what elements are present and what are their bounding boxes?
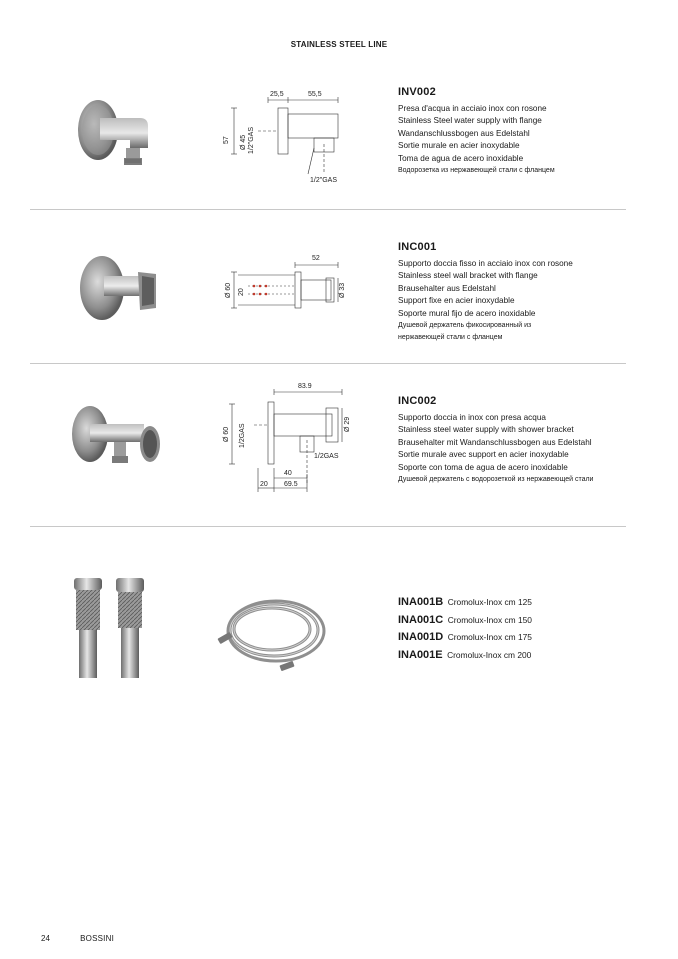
description-line-ru-2: нержавеющей стали с фланцем: [398, 334, 503, 342]
page-title: STAINLESS STEEL LINE: [290, 40, 388, 49]
description-line-en: Stainless steel wall bracket with flange: [398, 271, 538, 281]
inv002-description: [398, 86, 648, 177]
inc002-technical-drawing: [218, 380, 368, 498]
coiled-hose-photo: [214, 585, 329, 680]
inc002-product-photo: [66, 400, 166, 480]
list-item: [398, 592, 532, 610]
inc002-dim-6: 40: [284, 470, 292, 477]
hose-code: INA001B: [398, 596, 444, 608]
description-line-es: Toma de agua de acero inoxidable: [398, 153, 524, 163]
description-line-ru: Душевой держатель с водорозеткой из нержавеющей стали: [398, 476, 594, 484]
inc001-product-photo: [68, 250, 168, 330]
product-code: INC002: [398, 395, 437, 407]
description-line-es: Soporte con toma de agua de acero inoxidable: [398, 462, 568, 472]
inv002-dim-1: 25,5: [270, 91, 284, 98]
inv002-product-photo: [68, 96, 168, 176]
description-line-de: Brausehalter mit Wandanschlussbogen aus Edelstahl: [398, 437, 592, 447]
section-divider: [30, 363, 626, 364]
inc001-dim-4: Ø 33: [339, 282, 346, 298]
hose-name: Cromolux-Inox cm 175: [447, 632, 532, 642]
hose-code: INA001E: [398, 648, 443, 661]
inv002-dim-5: 1/2"GAS: [248, 127, 255, 154]
list-item: [398, 645, 532, 663]
inc001-description: [398, 241, 648, 345]
hose-connectors-photo: [66, 572, 156, 682]
product-code: INV002: [398, 86, 436, 98]
inc002-dim-8: 69.5: [284, 481, 298, 488]
inc001-dim-1: 52: [312, 255, 320, 262]
hose-code: INA001C: [398, 613, 444, 626]
inv002-dim-2: 55,5: [308, 91, 322, 98]
description-line-de: Brausehalter aus Edelstahl: [398, 283, 496, 293]
description-line-de: Wandanschlussbogen aus Edelstahl: [398, 128, 530, 138]
inv002-technical-drawing: [218, 88, 368, 188]
hose-name: Cromolux-Inox cm 200: [447, 649, 532, 660]
inc001-dim-2: Ø 60: [225, 282, 232, 298]
description-line-fr: Support fixe en acier inoxydable: [398, 296, 515, 306]
description-line-it: Supporto doccia in inox con presa acqua: [398, 413, 546, 422]
inc001-dim-3: 20: [238, 288, 245, 296]
hose-list: [398, 592, 532, 662]
description-line-it: Presa d'acqua in acciaio inox con rosone: [398, 104, 547, 113]
description-line-en: Stainless Steel water supply with flange: [398, 116, 542, 126]
inc002-dim-4: Ø 29: [344, 416, 351, 432]
description-line-es: Soporte mural fijo de acero inoxidable: [398, 308, 536, 318]
inv002-dim-6: 1/2"GAS: [310, 177, 337, 184]
inc001-technical-drawing: [220, 250, 360, 320]
page-footer: [41, 934, 114, 943]
hose-name: Cromolux-Inox cm 150: [447, 614, 532, 625]
inc002-dim-5: 1/2GAS: [314, 453, 339, 460]
description-line-fr: Sortie murale en acier inoxydable: [398, 141, 520, 151]
inc002-dim-3: 1/2GAS: [239, 423, 246, 448]
inc002-description: [398, 395, 648, 486]
section-divider: [30, 209, 626, 210]
section-divider: [30, 526, 626, 527]
description-line-fr: Sortie murale avec support en acier inoxydable: [398, 450, 569, 460]
list-item: [398, 627, 532, 645]
description-line-it: Supporto doccia fisso in acciaio inox con rosone: [398, 259, 573, 268]
inc002-dim-1: 83.9: [298, 383, 312, 390]
hose-code: INA001D: [398, 631, 444, 643]
list-item: [398, 610, 532, 628]
description-line-ru: Водорозетка из нержавеющей стали с фланцем: [398, 167, 555, 175]
product-code: INC001: [398, 241, 437, 253]
page-number: 24: [41, 934, 50, 943]
description-line-en: Stainless steel water supply with shower bracket: [398, 425, 574, 435]
brand-name: BOSSINI: [80, 934, 114, 943]
inv002-dim-3: 57: [223, 136, 230, 144]
inc002-dim-2: Ø 60: [223, 426, 230, 442]
description-line-ru-1: Душевой держатель фикосированный из: [398, 322, 532, 330]
inc002-dim-7: 20: [260, 481, 268, 488]
hose-name: Cromolux-Inox cm 125: [447, 597, 532, 607]
inv002-dim-4: Ø 45: [240, 134, 247, 150]
